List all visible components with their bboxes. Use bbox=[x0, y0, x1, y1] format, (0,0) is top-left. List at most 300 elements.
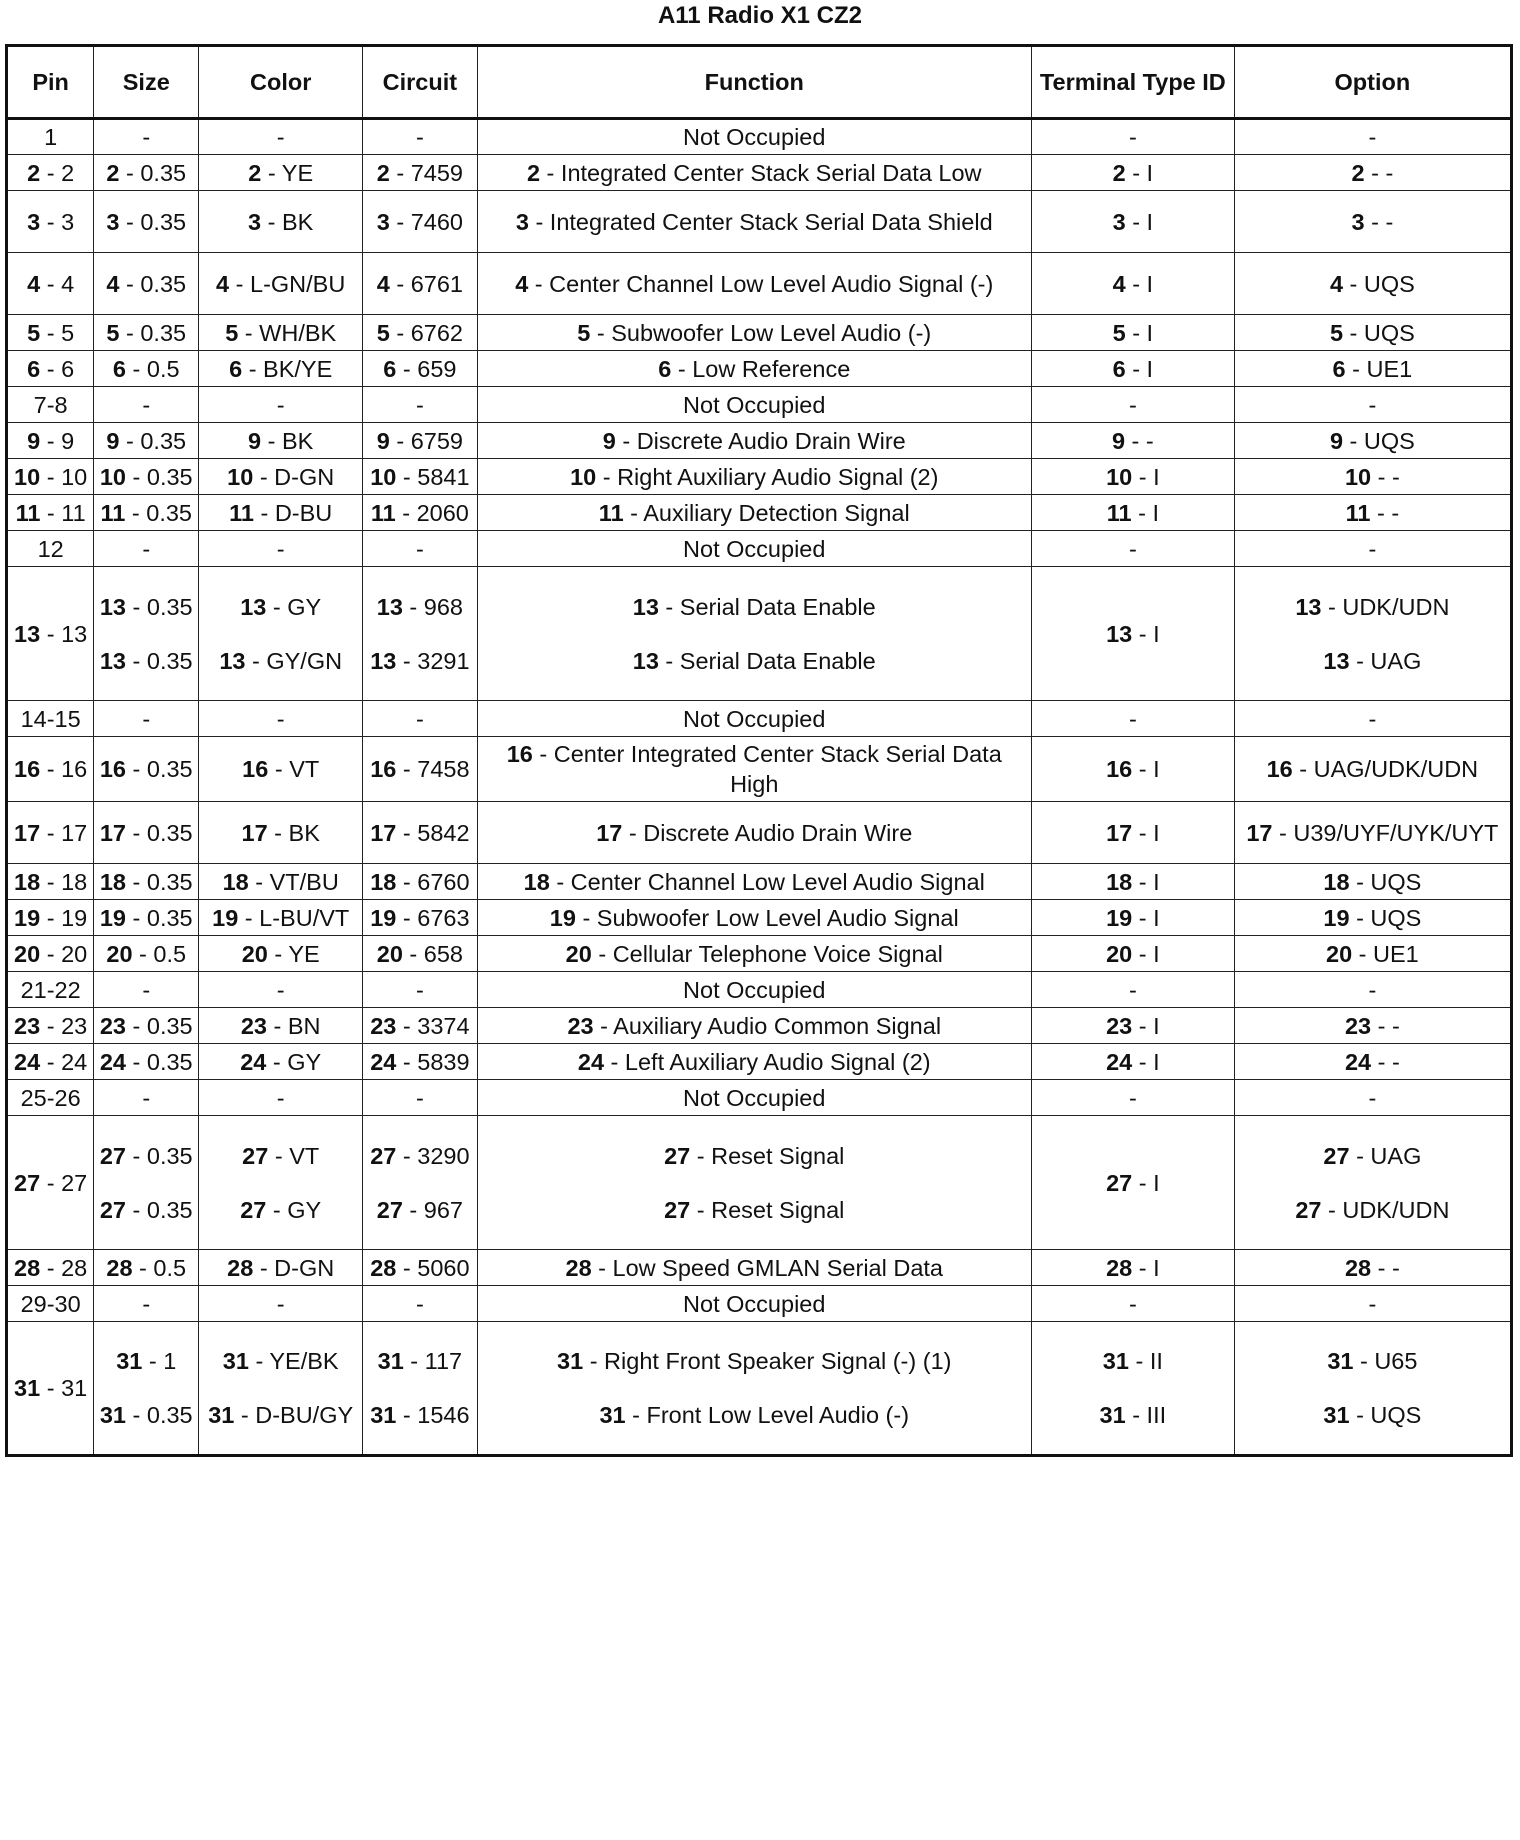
color-cell: - bbox=[199, 387, 363, 423]
pin-number: 24 bbox=[14, 1048, 41, 1075]
color-value bbox=[204, 426, 357, 456]
pin-prefix: 24 bbox=[1106, 1048, 1133, 1075]
pin-number: 31 bbox=[14, 1375, 41, 1401]
option-cell bbox=[1234, 191, 1511, 253]
cell-value: - I bbox=[1132, 620, 1160, 647]
terminal-cell bbox=[1031, 1008, 1234, 1044]
pin-prefix: 20 bbox=[241, 940, 268, 967]
cell-value: - 1546 bbox=[396, 1402, 470, 1428]
pin-prefix: 11 bbox=[1106, 499, 1132, 526]
terminal-value bbox=[1037, 354, 1229, 384]
pin-prefix: 31 bbox=[208, 1402, 235, 1428]
option-value bbox=[1240, 1253, 1505, 1283]
circuit-cell: - bbox=[363, 1080, 477, 1116]
option-value bbox=[1240, 269, 1505, 299]
pin-prefix: 16 bbox=[506, 741, 533, 767]
size-value bbox=[99, 818, 193, 848]
pin-prefix: 13 bbox=[1323, 647, 1350, 674]
pin-suffix: - 13 bbox=[40, 620, 88, 647]
option-value bbox=[1240, 354, 1505, 384]
cell-value: - II bbox=[1128, 1348, 1163, 1374]
color-cell: - bbox=[199, 1286, 363, 1322]
cell-value: - 0.35 bbox=[126, 1048, 193, 1075]
pin-suffix: - 27 bbox=[40, 1169, 88, 1196]
circuit-cell bbox=[363, 459, 477, 495]
function-cell bbox=[477, 253, 1031, 315]
pin-cell: 29-30 bbox=[7, 1286, 94, 1322]
size-value bbox=[99, 158, 193, 188]
size-cell bbox=[94, 253, 199, 315]
function-value bbox=[483, 318, 1026, 348]
function-cell bbox=[477, 802, 1031, 864]
terminal-cell bbox=[1031, 459, 1234, 495]
terminal-cell: - bbox=[1031, 387, 1234, 423]
color-value bbox=[204, 269, 357, 299]
size-value bbox=[99, 318, 193, 348]
size-value bbox=[99, 354, 193, 384]
circuit-value bbox=[368, 1346, 471, 1376]
function-value bbox=[483, 1400, 1026, 1430]
size-value bbox=[99, 903, 193, 933]
function-value bbox=[483, 207, 1026, 237]
cell-value: - 6759 bbox=[389, 427, 463, 454]
cell-value: - VT bbox=[268, 1142, 320, 1169]
cell-value: - I bbox=[1132, 463, 1160, 490]
cell-value: - Auxiliary Audio Common Signal bbox=[593, 1012, 942, 1039]
size-value bbox=[99, 754, 193, 784]
cell-value: - UAG/UDK/UDN bbox=[1292, 756, 1479, 782]
pin-prefix: 27 bbox=[1323, 1142, 1350, 1169]
terminal-value bbox=[1037, 619, 1229, 649]
color-value bbox=[204, 903, 357, 933]
circuit-cell: - bbox=[363, 1286, 477, 1322]
terminal-value bbox=[1037, 207, 1229, 237]
pin-suffix: - 2 bbox=[40, 159, 75, 186]
terminal-cell: - bbox=[1031, 119, 1234, 155]
cell-value: - U39/UYF/UYK/UYT bbox=[1272, 819, 1499, 846]
pin-prefix: 20 bbox=[1106, 940, 1133, 967]
cell-value: - Auxiliary Detection Signal bbox=[623, 499, 910, 526]
pin-prefix: 31 bbox=[99, 1402, 126, 1428]
circuit-cell: - bbox=[363, 531, 477, 567]
pin-prefix: 13 bbox=[1295, 593, 1322, 620]
function-cell bbox=[477, 1008, 1031, 1044]
function-cell bbox=[477, 567, 1031, 701]
option-cell bbox=[1234, 900, 1511, 936]
color-value bbox=[204, 1047, 357, 1077]
cell-value: - 3374 bbox=[396, 1012, 470, 1039]
cell-value: - Serial Data Enable bbox=[658, 647, 876, 674]
size-cell: - bbox=[94, 701, 199, 737]
pin-suffix: - 31 bbox=[40, 1375, 88, 1401]
pin-prefix: 9 bbox=[1111, 427, 1126, 454]
document-title: A11 Radio X1 CZ2 bbox=[657, 2, 863, 29]
option-value bbox=[1240, 646, 1505, 676]
color-cell: - bbox=[199, 119, 363, 155]
pin-cell bbox=[7, 864, 94, 900]
size-cell bbox=[94, 737, 199, 802]
circuit-value bbox=[368, 1141, 471, 1171]
cell-value: - WH/BK bbox=[238, 319, 337, 346]
cell-value: - Discrete Audio Drain Wire bbox=[615, 427, 906, 454]
terminal-value bbox=[1037, 1047, 1229, 1077]
cell-value: - GY bbox=[266, 1196, 322, 1223]
pin-prefix: 13 bbox=[240, 593, 267, 620]
terminal-cell bbox=[1031, 253, 1234, 315]
terminal-cell bbox=[1031, 936, 1234, 972]
pin-prefix: 10 bbox=[99, 463, 126, 490]
cell-value: - I bbox=[1132, 940, 1160, 967]
cell-value: - YE/BK bbox=[248, 1348, 339, 1374]
circuit-cell bbox=[363, 423, 477, 459]
function-value bbox=[483, 592, 1026, 622]
pin-cell bbox=[7, 351, 94, 387]
terminal-cell: - bbox=[1031, 1080, 1234, 1116]
option-cell bbox=[1234, 1116, 1511, 1250]
pin-number: 19 bbox=[14, 904, 41, 931]
cell-value: - 0.5 bbox=[132, 940, 187, 967]
pin-prefix: 9 bbox=[248, 427, 262, 454]
cell-value: - 7458 bbox=[396, 756, 470, 782]
size-cell: - bbox=[94, 119, 199, 155]
color-cell bbox=[199, 1116, 363, 1250]
color-cell bbox=[199, 1008, 363, 1044]
cell-value: - BK bbox=[261, 208, 314, 235]
pin-prefix: 5 bbox=[225, 319, 239, 346]
size-cell bbox=[94, 802, 199, 864]
size-cell bbox=[94, 1044, 199, 1080]
column-header: Pin bbox=[7, 46, 94, 119]
pin-prefix: 13 bbox=[632, 593, 659, 620]
cell-value: - 0.35 bbox=[126, 647, 193, 674]
pin-cell bbox=[7, 423, 94, 459]
circuit-cell bbox=[363, 155, 477, 191]
color-value bbox=[204, 592, 357, 622]
column-header: Terminal Type ID bbox=[1031, 46, 1234, 119]
circuit-cell bbox=[363, 351, 477, 387]
terminal-cell bbox=[1031, 155, 1234, 191]
cell-value: - 5060 bbox=[396, 1254, 470, 1281]
cell-value: - 6760 bbox=[396, 868, 470, 895]
pin-number: 20 bbox=[14, 940, 41, 967]
option-value bbox=[1240, 318, 1505, 348]
option-value bbox=[1240, 592, 1505, 622]
cell-value: - GY/GN bbox=[245, 647, 343, 674]
terminal-cell: - bbox=[1031, 531, 1234, 567]
pin-prefix: 3 bbox=[106, 208, 120, 235]
pin-prefix: 18 bbox=[222, 868, 249, 895]
option-cell bbox=[1234, 495, 1511, 531]
pin-prefix: 20 bbox=[565, 940, 592, 967]
pin-cell bbox=[7, 1008, 94, 1044]
pin-prefix: 18 bbox=[523, 868, 550, 895]
cell-value: - UE1 bbox=[1345, 355, 1413, 382]
option-cell bbox=[1234, 155, 1511, 191]
terminal-value bbox=[1037, 426, 1229, 456]
pin-prefix: 4 bbox=[1329, 270, 1344, 297]
terminal-cell bbox=[1031, 1044, 1234, 1080]
cell-value: - L-BU/VT bbox=[238, 904, 350, 931]
pin-prefix: 3 bbox=[515, 208, 529, 235]
circuit-cell bbox=[363, 900, 477, 936]
terminal-cell bbox=[1031, 864, 1234, 900]
cell-value: - Subwoofer Low Level Audio Signal bbox=[575, 904, 959, 931]
pin-prefix: 27 bbox=[1106, 1169, 1133, 1196]
cell-value: - 5841 bbox=[396, 463, 470, 490]
color-value bbox=[204, 646, 357, 676]
circuit-cell bbox=[363, 1008, 477, 1044]
cell-value: - UQS bbox=[1343, 427, 1415, 454]
size-cell bbox=[94, 1250, 199, 1286]
terminal-value bbox=[1037, 754, 1229, 784]
pin-cell bbox=[7, 459, 94, 495]
pin-prefix: 2 bbox=[1112, 159, 1126, 186]
size-value bbox=[99, 269, 193, 299]
cell-value: - VT/BU bbox=[248, 868, 339, 895]
circuit-value bbox=[368, 903, 471, 933]
color-value bbox=[204, 462, 357, 492]
size-cell bbox=[94, 155, 199, 191]
cell-value: - D-BU bbox=[253, 499, 333, 526]
cell-value: - Center Integrated Center Stack Serial Data High bbox=[532, 741, 1002, 797]
color-cell bbox=[199, 936, 363, 972]
size-cell bbox=[94, 1322, 199, 1456]
color-cell bbox=[199, 1044, 363, 1080]
size-value bbox=[99, 1195, 193, 1225]
terminal-value bbox=[1037, 1346, 1229, 1376]
option-cell bbox=[1234, 936, 1511, 972]
pin-prefix: 10 bbox=[1344, 463, 1372, 490]
pin-prefix: 31 bbox=[1323, 1402, 1350, 1428]
pin-suffix: - 10 bbox=[40, 463, 88, 490]
size-cell bbox=[94, 864, 199, 900]
terminal-value bbox=[1037, 867, 1229, 897]
size-value bbox=[99, 592, 193, 622]
cell-value: - 0.35 bbox=[126, 1142, 193, 1169]
circuit-cell bbox=[363, 936, 477, 972]
table-header-row bbox=[7, 46, 1512, 119]
cell-value: - - bbox=[1370, 499, 1400, 526]
size-value bbox=[99, 1346, 193, 1376]
cell-value: - Integrated Center Stack Serial Data Low bbox=[540, 159, 982, 186]
function-cell: Not Occupied bbox=[477, 531, 1031, 567]
circuit-cell bbox=[363, 1116, 477, 1250]
function-value bbox=[483, 939, 1026, 969]
terminal-cell bbox=[1031, 1250, 1234, 1286]
pin-prefix: 3 bbox=[1351, 208, 1365, 235]
pin-prefix: 10 bbox=[370, 463, 397, 490]
size-cell: - bbox=[94, 1080, 199, 1116]
terminal-cell bbox=[1031, 567, 1234, 701]
pin-prefix: 13 bbox=[99, 647, 126, 674]
cell-value: - 658 bbox=[402, 940, 463, 967]
cell-value: - 0.35 bbox=[119, 270, 187, 297]
cell-value: - I bbox=[1125, 355, 1154, 382]
cell-value: - - bbox=[1125, 427, 1154, 454]
table-row bbox=[7, 1008, 1512, 1044]
pin-prefix: 24 bbox=[370, 1048, 397, 1075]
table-row bbox=[7, 567, 1512, 701]
pin-prefix: 17 bbox=[241, 819, 268, 846]
pin-prefix: 11 bbox=[229, 499, 254, 526]
table-row bbox=[7, 191, 1512, 253]
pin-cell bbox=[7, 1322, 94, 1456]
circuit-value bbox=[368, 1400, 471, 1430]
circuit-value bbox=[368, 354, 471, 384]
color-cell bbox=[199, 315, 363, 351]
function-value bbox=[483, 867, 1026, 897]
pin-suffix: - 5 bbox=[40, 319, 75, 346]
size-cell bbox=[94, 423, 199, 459]
cell-value: - Center Channel Low Level Audio Signal bbox=[549, 868, 985, 895]
pin-prefix: 2 bbox=[376, 159, 390, 186]
pin-prefix: 2 bbox=[526, 159, 541, 186]
cell-value: - Serial Data Enable bbox=[658, 593, 876, 620]
option-value bbox=[1240, 426, 1505, 456]
pin-number: 2 bbox=[27, 159, 41, 186]
pin-prefix: 10 bbox=[227, 463, 254, 490]
pin-prefix: 6 bbox=[229, 355, 243, 382]
pin-cell bbox=[7, 191, 94, 253]
cell-value: - I bbox=[1125, 270, 1154, 297]
function-cell bbox=[477, 737, 1031, 802]
cell-value: - I bbox=[1132, 1012, 1160, 1039]
pin-number: 6 bbox=[27, 355, 41, 382]
circuit-value bbox=[368, 318, 471, 348]
color-cell bbox=[199, 864, 363, 900]
function-cell: Not Occupied bbox=[477, 701, 1031, 737]
function-cell: Not Occupied bbox=[477, 119, 1031, 155]
size-cell bbox=[94, 900, 199, 936]
circuit-value bbox=[368, 1047, 471, 1077]
cell-value: - - bbox=[1371, 463, 1400, 490]
function-value bbox=[483, 462, 1026, 492]
cell-value: - Front Low Level Audio (-) bbox=[625, 1402, 910, 1428]
size-cell: - bbox=[94, 972, 199, 1008]
size-value bbox=[99, 646, 193, 676]
pin-prefix: 11 bbox=[1345, 499, 1371, 526]
function-cell bbox=[477, 936, 1031, 972]
option-value bbox=[1240, 867, 1505, 897]
cell-value: - Low Speed GMLAN Serial Data bbox=[591, 1254, 943, 1281]
cell-value: - Reset Signal bbox=[690, 1142, 845, 1169]
table-row bbox=[7, 900, 1512, 936]
cell-value: - 0.35 bbox=[126, 819, 193, 846]
circuit-value bbox=[368, 818, 471, 848]
cell-value: - UDK/UDN bbox=[1321, 593, 1450, 620]
function-cell: Not Occupied bbox=[477, 387, 1031, 423]
table-row bbox=[7, 936, 1512, 972]
option-cell bbox=[1234, 864, 1511, 900]
color-cell bbox=[199, 191, 363, 253]
cell-value: - 1 bbox=[142, 1348, 177, 1374]
cell-value: - - bbox=[1371, 1254, 1400, 1281]
function-cell bbox=[477, 315, 1031, 351]
pin-cell: 25-26 bbox=[7, 1080, 94, 1116]
option-value bbox=[1240, 903, 1505, 933]
circuit-cell bbox=[363, 191, 477, 253]
option-value bbox=[1240, 462, 1505, 492]
cell-value: - 3291 bbox=[396, 647, 470, 674]
pin-number: 13 bbox=[14, 620, 41, 647]
pin-suffix: - 18 bbox=[40, 868, 88, 895]
pin-prefix: 18 bbox=[1323, 868, 1350, 895]
pin-prefix: 31 bbox=[1099, 1402, 1126, 1428]
cell-value: - III bbox=[1125, 1402, 1167, 1428]
option-cell bbox=[1234, 802, 1511, 864]
size-value bbox=[99, 1253, 193, 1283]
pin-prefix: 16 bbox=[370, 756, 397, 782]
pin-prefix: 28 bbox=[370, 1254, 397, 1281]
pin-cell bbox=[7, 315, 94, 351]
pin-number: 18 bbox=[14, 868, 41, 895]
pin-suffix: - 24 bbox=[40, 1048, 88, 1075]
pin-prefix: 28 bbox=[1106, 1254, 1133, 1281]
pin-prefix: 16 bbox=[1106, 756, 1133, 782]
cell-value: - 6762 bbox=[389, 319, 463, 346]
cell-value: - U65 bbox=[1353, 1348, 1418, 1374]
option-cell bbox=[1234, 253, 1511, 315]
circuit-value bbox=[368, 646, 471, 676]
option-cell bbox=[1234, 459, 1511, 495]
function-value bbox=[483, 1195, 1026, 1225]
pin-number: 3 bbox=[27, 208, 41, 235]
cell-value: - 0.35 bbox=[125, 499, 192, 526]
pin-prefix: 19 bbox=[212, 904, 239, 931]
function-value bbox=[483, 269, 1026, 299]
terminal-cell bbox=[1031, 737, 1234, 802]
option-cell: - bbox=[1234, 701, 1511, 737]
size-cell bbox=[94, 459, 199, 495]
pin-cell bbox=[7, 802, 94, 864]
function-value bbox=[483, 498, 1026, 528]
pin-cell bbox=[7, 737, 94, 802]
cell-value: - 0.35 bbox=[119, 208, 187, 235]
pin-prefix: 9 bbox=[1329, 427, 1344, 454]
cell-value: - Reset Signal bbox=[690, 1196, 845, 1223]
cell-value: - 659 bbox=[396, 355, 457, 382]
pin-prefix: 13 bbox=[1106, 620, 1133, 647]
pin-prefix: 6 bbox=[658, 355, 672, 382]
pin-suffix: - 3 bbox=[40, 208, 75, 235]
pin-prefix: 20 bbox=[106, 940, 133, 967]
terminal-value bbox=[1037, 269, 1229, 299]
option-value bbox=[1240, 158, 1505, 188]
cell-value: - 5839 bbox=[396, 1048, 470, 1075]
color-value bbox=[204, 158, 357, 188]
size-value bbox=[99, 207, 193, 237]
pin-prefix: 31 bbox=[599, 1402, 626, 1428]
pin-prefix: 23 bbox=[1344, 1012, 1372, 1039]
option-cell: - bbox=[1234, 387, 1511, 423]
option-value bbox=[1240, 754, 1505, 784]
terminal-cell bbox=[1031, 802, 1234, 864]
terminal-value bbox=[1037, 1011, 1229, 1041]
pin-number: 4 bbox=[27, 270, 41, 297]
pin-prefix: 16 bbox=[242, 756, 269, 782]
cell-value: - BK bbox=[261, 427, 314, 454]
pin-prefix: 5 bbox=[376, 319, 390, 346]
terminal-value bbox=[1037, 1168, 1229, 1198]
cell-value: - Center Channel Low Level Audio Signal (-) bbox=[528, 270, 994, 297]
color-cell bbox=[199, 253, 363, 315]
option-value bbox=[1240, 818, 1505, 848]
table-row bbox=[7, 864, 1512, 900]
column-header: Size bbox=[94, 46, 199, 119]
pin-prefix: 24 bbox=[99, 1048, 126, 1075]
function-value bbox=[483, 1253, 1026, 1283]
size-value bbox=[99, 867, 193, 897]
